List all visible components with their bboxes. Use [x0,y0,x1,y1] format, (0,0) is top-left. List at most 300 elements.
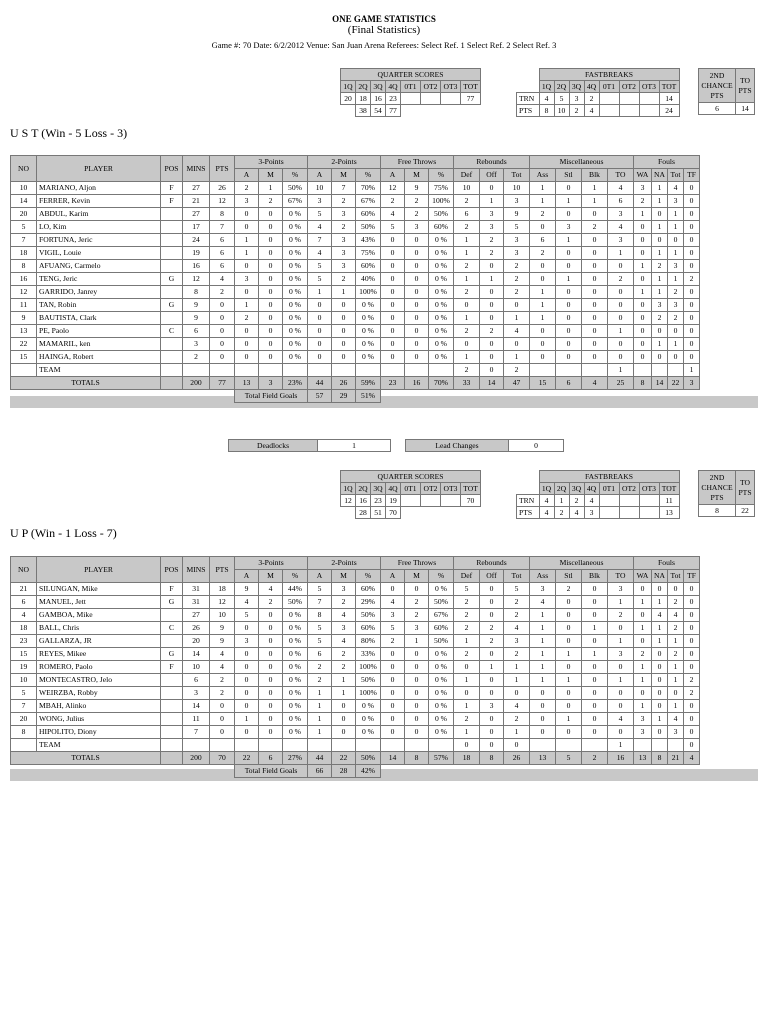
stat-cell: 0 [684,583,700,596]
stat-cell: 4 [668,182,684,195]
stat-cell: 1 [454,700,480,713]
cell [556,364,582,377]
subheader: M [405,570,429,583]
fastbreak-header: 1Q [539,81,554,93]
stat-cell: 0 % [283,273,308,286]
stat-cell: 0 % [283,687,308,700]
team-tot: 0 [504,739,530,752]
cell [668,739,684,752]
stat-cell: 2 [684,687,700,700]
stat-cell: 0 [582,325,608,338]
team-row [11,364,700,377]
stat-cell: 0 % [429,338,454,351]
stat-cell: 1 [652,713,668,726]
stat-cell: 0 [381,325,405,338]
cell [259,739,283,752]
stat-cell: 0 [684,622,700,635]
stat-cell: 0 [634,234,652,247]
stat-cell: 16 [183,260,210,273]
stat-cell: 0 [530,726,556,739]
stat-cell: 0 [381,299,405,312]
fastbreak-pts [599,507,619,519]
quarter-score: 23 [371,495,386,507]
stat-cell: 1 [530,661,556,674]
stat-cell: 12 [183,273,210,286]
stat-cell: 1 [530,609,556,622]
stat-cell: 9 [183,312,210,325]
stat-cell: 6 [608,195,634,208]
stat-cell: 7 [210,221,235,234]
stat-cell: 9 [210,622,235,635]
to-pts-header: TO PTS [736,69,755,103]
subheader: Tot [668,570,684,583]
cell [530,739,556,752]
stat-cell: 0 [634,299,652,312]
stat-cell: 1 [668,208,684,221]
stat-cell: 0 % [283,338,308,351]
fastbreak-trn: 5 [554,93,569,105]
stat-cell: 0 [405,234,429,247]
stat-cell: 0 [684,713,700,726]
stat-cell: 5 [11,687,37,700]
team-def: 0 [454,739,480,752]
stat-cell: 4 [668,713,684,726]
stat-cell: 2 [183,351,210,364]
stat-cell: 0 % [283,609,308,622]
stat-cell: 1 [530,182,556,195]
stat-cell: 0 [684,726,700,739]
cell [381,364,405,377]
col-no: NO [11,557,37,583]
stat-cell: 14 [183,700,210,713]
stat-cell: 1 [608,674,634,687]
stat-cell: 0 [210,312,235,325]
stat-cell: 3 [608,648,634,661]
fastbreak-header: 2Q [554,483,569,495]
stat-cell: 0 [582,234,608,247]
cell [210,739,235,752]
stat-cell: 1 [652,635,668,648]
stat-cell: 1 [608,247,634,260]
deadlocks-value: 1 [318,440,391,452]
stat-cell: 0 [235,351,259,364]
fastbreaks-header: FASTBREAKS [539,69,679,81]
fastbreak-trn: 11 [659,495,679,507]
stat-cell: 2 [504,260,530,273]
stat-cell: 0 [668,234,684,247]
fastbreak-trn: 2 [584,93,599,105]
fastbreak-pts [599,105,619,117]
stat-cell: 4 [210,273,235,286]
stat-cell: 1 [556,234,582,247]
stat-cell: 2 [504,596,530,609]
stat-cell: 0 [381,312,405,325]
stat-cell: 0 [582,661,608,674]
subheader: A [308,169,332,182]
stat-cell: 0 [381,648,405,661]
report-title: ONE GAME STATISTICS [332,14,436,24]
stat-cell: 0 % [429,273,454,286]
stat-cell: 0 [405,726,429,739]
stat-cell: 1 [504,312,530,325]
stat-cell: 0 [530,325,556,338]
stat-cell: 0 [652,208,668,221]
stat-cell: 1 [582,182,608,195]
stat-cell: 0 [608,700,634,713]
stat-cell: 5 [11,221,37,234]
stat-cell: 3 [652,299,668,312]
team-off: 0 [480,364,504,377]
stat-cell: 3 [504,635,530,648]
player-name: GALLARZA, JR [37,635,161,648]
cell [11,739,37,752]
stat-cell: 0 [405,700,429,713]
stat-cell: 0 [652,648,668,661]
total-cell: 6 [259,752,283,765]
team1-name: U S T (Win - 5 Loss - 3) [10,126,128,140]
stat-cell: 0 [556,299,582,312]
total-cell: 22 [235,752,259,765]
total-cell: 14 [652,377,668,390]
stat-cell: 67% [283,195,308,208]
stat-cell: 2 [332,661,356,674]
fastbreak-trn [639,93,659,105]
stat-cell: 0 [405,260,429,273]
stat-cell: 2 [210,286,235,299]
stat-cell: 7 [308,596,332,609]
stat-cell: 0 [332,325,356,338]
stat-cell: 0 % [283,247,308,260]
col-mins: MINS [183,557,210,583]
player-name: SILUNGAN, Mike [37,583,161,596]
subheader: % [429,570,454,583]
stat-cell: 0 [480,609,504,622]
stat-cell: 0 [480,596,504,609]
stat-cell: 100% [356,286,381,299]
stat-cell: 29% [356,596,381,609]
stat-cell: 6 [183,325,210,338]
stat-cell: 0 [684,648,700,661]
cell [308,739,332,752]
stat-cell: 0 [480,286,504,299]
team-row-label: TEAM [37,364,161,377]
stat-cell: 22 [11,338,37,351]
stat-cell: 2 [608,609,634,622]
stat-cell: 8 [210,208,235,221]
player-name: WONG, Julius [37,713,161,726]
stat-cell: 0 [556,286,582,299]
fastbreak-header: 2Q [554,81,569,93]
cell [429,364,454,377]
total-cell: 8 [405,752,429,765]
cell [332,364,356,377]
total-cell: 26 [332,377,356,390]
stat-cell: 0 [582,299,608,312]
stat-cell: 2 [504,273,530,286]
stat-cell: 5 [235,609,259,622]
stat-cell: 2 [308,674,332,687]
stat-cell: 2 [454,260,480,273]
stat-cell: 0 [684,661,700,674]
stat-cell: 15 [11,351,37,364]
cell [332,739,356,752]
stat-cell: 0 [530,338,556,351]
total-cell: 44 [308,377,332,390]
stat-cell: 0 % [356,338,381,351]
stat-cell: 0 [684,325,700,338]
stat-cell: 0 [210,713,235,726]
stat-cell: 0 [381,351,405,364]
quarter-scores-header: QUARTER SCORES [341,69,481,81]
stat-cell: 3 [332,260,356,273]
stat-cell: 0 [634,687,652,700]
stat-cell: 2 [530,247,556,260]
fastbreak-pts: 10 [554,105,569,117]
stat-cell: 0 [504,338,530,351]
stat-cell: 0 [582,351,608,364]
table-row [11,609,700,622]
stat-cell: C [161,622,183,635]
stat-cell: 4 [381,596,405,609]
total-cell: 13 [634,752,652,765]
fastbreak-header: 3Q [569,483,584,495]
stat-cell: 0 [582,700,608,713]
cell [381,739,405,752]
stat-cell: 2 [652,312,668,325]
stat-cell: 0 % [283,674,308,687]
player-name: ROMERO, Paolo [37,661,161,674]
stat-cell: 3 [332,208,356,221]
total-cell: 22 [332,752,356,765]
subheader: Tot [504,570,530,583]
cell [161,377,183,390]
stat-cell: 3 [504,195,530,208]
stat-cell: 50% [283,182,308,195]
stat-cell: 9 [235,583,259,596]
stat-cell: 5 [381,221,405,234]
stat-cell: 0 [259,299,283,312]
stat-cell: 0 [405,312,429,325]
stat-cell: 26 [183,622,210,635]
stat-cell: 0 [684,247,700,260]
team-tot: 2 [504,364,530,377]
stat-cell: 0 [652,700,668,713]
stat-cell: 0 % [283,260,308,273]
stat-cell: 2 [668,312,684,325]
stat-cell: 2 [634,195,652,208]
stat-cell [161,351,183,364]
stat-cell: 0 [608,661,634,674]
stat-cell: 11 [11,299,37,312]
stat-cell: 20 [183,635,210,648]
fastbreak-pts [639,105,659,117]
subheader: M [332,570,356,583]
stat-cell: 0 [582,609,608,622]
stat-cell: 4 [308,221,332,234]
stat-cell: F [161,661,183,674]
stat-cell: 0 [504,299,530,312]
stat-cell: 20 [11,713,37,726]
stat-cell: 0 [405,325,429,338]
stat-cell: 60% [356,208,381,221]
stat-cell: 43% [356,234,381,247]
stat-cell: 2 [454,221,480,234]
subheader: Def [454,169,480,182]
stat-cell: 0 [381,583,405,596]
stat-cell: 0 [381,713,405,726]
stat-cell: 0 [652,351,668,364]
stat-cell: 0 [530,700,556,713]
stat-cell: 0 [530,221,556,234]
stat-cell: 33% [356,648,381,661]
cell [517,483,540,495]
stat-cell: 0 [210,338,235,351]
stat-cell: 2 [210,687,235,700]
cell [652,364,668,377]
stat-cell: 0 % [283,325,308,338]
stat-cell: 0 [259,713,283,726]
stat-cell: 1 [454,674,480,687]
quarter-score: 70 [461,495,481,507]
stat-cell: 5 [308,635,332,648]
subheader: % [283,570,308,583]
stat-cell: 4 [608,221,634,234]
stat-cell: 0 [259,247,283,260]
table-row [11,286,700,299]
stat-cell: 0 [480,687,504,700]
stat-cell: 4 [332,609,356,622]
col-pos: POS [161,156,183,182]
team-off: 0 [480,739,504,752]
stat-cell: 3 [530,583,556,596]
stat-cell: 0 % [429,726,454,739]
team2-stats-table [10,556,700,778]
total-cell: 59% [356,377,381,390]
table-row [11,648,700,661]
stat-cell: 6 [530,234,556,247]
stat-cell [161,221,183,234]
player-name: TENG, Jeric [37,273,161,286]
stat-cell: 2 [454,609,480,622]
stat-cell: 0 [381,674,405,687]
stat-cell: 0 [684,182,700,195]
stat-cell: 2 [668,622,684,635]
stat-cell: 1 [504,726,530,739]
stat-cell: 10 [454,182,480,195]
fastbreak-header: OT3 [639,81,659,93]
stat-cell: 27 [183,609,210,622]
stat-cell: 1 [308,286,332,299]
stat-cell: 5 [308,273,332,286]
stat-cell: 5 [308,583,332,596]
stat-cell: 0 [684,286,700,299]
player-name: MONTECASTRO, Jelo [37,674,161,687]
stat-cell: 0 [668,687,684,700]
stat-cell: 0 [405,687,429,700]
table-row [11,726,700,739]
subheader: M [332,169,356,182]
cell [356,739,381,752]
stat-cell: 1 [454,351,480,364]
stat-cell: 8 [183,286,210,299]
stat-cell: 0 [684,260,700,273]
stat-cell: 3 [332,583,356,596]
stat-cell: 4 [504,325,530,338]
table-row [11,325,700,338]
fastbreak-trn [599,93,619,105]
fastbreak-trn: 4 [539,495,554,507]
stat-cell: 0 [210,325,235,338]
cell [429,739,454,752]
stat-cell: 0 [259,351,283,364]
stat-cell: 0 % [283,661,308,674]
stat-cell: 20 [11,208,37,221]
cell [530,364,556,377]
fastbreaks-header: FASTBREAKS [539,471,679,483]
report-subtitle: (Final Statistics) [347,24,421,36]
stat-cell: 0 [530,260,556,273]
stat-cell: 2 [504,609,530,622]
stat-cell: 31 [183,583,210,596]
stat-cell: 2 [668,286,684,299]
stat-cell: 12 [210,195,235,208]
stat-cell: 70% [356,182,381,195]
subheader: M [405,169,429,182]
stat-cell [161,338,183,351]
stat-cell: 3 [504,234,530,247]
stat-cell: 3 [480,221,504,234]
stat-cell: 0 [684,635,700,648]
total-cell: 22 [668,377,684,390]
stat-cell: 100% [429,195,454,208]
stat-cell: 0 % [283,635,308,648]
total-cell: 200 [183,752,210,765]
fastbreak-header: 0T1 [599,81,619,93]
stat-cell: 1 [634,208,652,221]
stat-cell: 0 [608,351,634,364]
stat-cell: 1 [332,286,356,299]
stat-cell: 0 % [356,299,381,312]
stat-cell: 0 % [429,247,454,260]
subheader: A [308,570,332,583]
table-row [11,622,700,635]
quarter-header: 0T1 [401,81,421,93]
stat-cell: 0 [582,674,608,687]
stat-cell: 0 [381,234,405,247]
table-row [11,299,700,312]
stat-cell: 3 [668,260,684,273]
stat-cell: 1 [556,648,582,661]
stat-cell: 4 [608,182,634,195]
quarter-header: OT3 [441,81,461,93]
cell [341,507,356,519]
second-chance-header: 2ND CHANCE PTS [699,471,736,505]
stat-cell: 3 [235,273,259,286]
fastbreak-trn: 14 [659,93,679,105]
stat-cell: 100% [356,661,381,674]
stat-cell: G [161,299,183,312]
col-no: NO [11,156,37,182]
stat-cell: 3 [332,234,356,247]
stat-cell: 44% [283,583,308,596]
total-cell: 16 [608,752,634,765]
fastbreak-pts: 2 [569,105,584,117]
cell [161,739,183,752]
stat-cell: 0 [480,299,504,312]
stat-cell: 12 [210,596,235,609]
subheader: M [259,570,283,583]
fastbreak-trn: 2 [569,495,584,507]
